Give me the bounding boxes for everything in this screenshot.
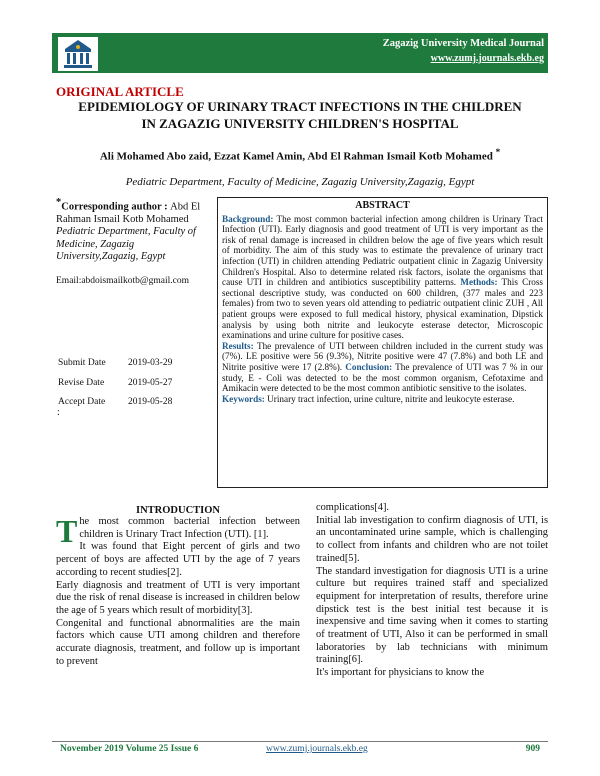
affiliation: Pediatric Department, Faculty of Medicine, Zagazig University,Zagazig, Egypt <box>125 176 475 188</box>
corr-label: Corresponding author : <box>61 201 168 213</box>
authors-mark: * <box>495 147 501 157</box>
drop-cap: T <box>56 513 78 549</box>
intro-c2p3: The standard investigation for diagnosis UTI is a urine culture but requires trained staff and specialized equipment for interpretation of results, therefore urine dipstick test is the best initial test because it is inexpensive and time saving when it comes to starting of treatment of UTI, Also it can be performed in small laboratories by lab technicians with minimum training[6]. <box>316 565 548 666</box>
intro-p3: Early diagnosis and treatment of UTI is very important due the risk of renal disease is increased in children below the age of 5 years which result of morbidity[3]. <box>56 579 300 616</box>
background-label: Background: <box>222 213 274 224</box>
footer-url-link[interactable]: www.zumj.journals.ekb.eg <box>266 744 368 754</box>
title-line-1: EPIDEMIOLOGY OF URINARY TRACT INFECTIONS IN THE CHILDREN <box>78 99 522 114</box>
results-text: The prevalence of UTI between children included in the current study was (7%). LE positive were 56 (9.3%), Nitrite positive were 47 (7.8%) and both LE and Nitrite positive were 17 (2.8%). <box>222 340 543 372</box>
date-row <box>58 393 172 413</box>
intro-p1: he most common bacterial infection between children is Urinary Tract Infection (UTI). [1]. <box>79 516 300 540</box>
authors-text: Ali Mohamed Abo zaid, Ezzat Kamel Amin, Abd El Rahman Ismail Kotb Mohamed <box>99 150 493 163</box>
intro-c2p1: complications[4]. <box>316 502 390 513</box>
background-text: The most common bacterial infection among children is Urinary Tract Infection (UTI). Early diagnosis and good treatment of UTI is very important as the risk of renal damage is increased in children below the age of five years which result of morbidity. The aim of this study was to estimate the prevalence of urinary tract infection (UTI) in children attending Pediatric outpatient clinic in Zagazig University Children's Hospital. Also to determine related risk factors, isolate the organisms that cause UTI in children and antibiotics susceptibility patterns. <box>222 213 543 288</box>
university-logo-icon <box>58 37 98 71</box>
intro-column-2 <box>316 502 548 680</box>
footer-divider <box>52 741 548 742</box>
intro-column-1 <box>56 513 300 668</box>
methods-label: Methods: <box>460 277 498 288</box>
date-label: Submit Date <box>58 358 106 368</box>
dates-block <box>58 354 172 413</box>
abstract-body <box>222 214 543 405</box>
keywords-label: Keywords: <box>222 393 265 404</box>
abstract-box <box>217 197 548 488</box>
results-label: Results: <box>222 340 254 351</box>
intro-c2p2: Initial lab investigation to confirm diagnosis of UTI, is an uncontaminated urine sample, which is challenging to collect from infants and children who are not toilet trained[5]. <box>316 514 548 564</box>
corr-mark: * <box>56 197 62 208</box>
corr-email[interactable]: Email:abdoismailkotb@gmail.com <box>56 276 190 287</box>
date-label: Accept Date <box>58 397 106 407</box>
date-value: 2019-05-27 <box>128 377 173 388</box>
intro-paragraph <box>56 513 300 549</box>
correspondence-block <box>56 197 211 288</box>
intro-p2: It was found that Eight percent of girls and two percent of boys are affected UTI by the age of 7 years according to recent studies[2]. <box>56 541 300 578</box>
abstract-heading: ABSTRACT <box>355 200 410 211</box>
date-label: Revise Date <box>58 377 105 388</box>
title-line-2: IN ZAGAZIG UNIVERSITY CHILDREN'S HOSPITAL <box>141 116 459 131</box>
intro-p4: Congenital and functional abnormalities are the main factors which cause UTI among children and therefore accurate diagnosis, treatment, and follow up is important to prevent <box>56 617 300 667</box>
conclusion-text: The prevalence of UTI was 7 % in our study, E - Coli was detected to be the most common organism, Cefotaxime and Amikacin were detected to be the most common antibiotic sensitive to the isolates. <box>222 361 543 394</box>
journal-url-link[interactable]: www.zumj.journals.ekb.eg <box>430 53 544 64</box>
journal-title: Zagazig University Medical Journal <box>382 38 544 49</box>
footer-issue: November 2019 Volume 25 Issue 6 <box>60 744 199 754</box>
keywords-text: Urinary tract infection, urine culture, nitrite and leukocyte esterase. <box>264 393 515 404</box>
stray-colon: : <box>57 407 60 418</box>
date-value: 2019-05-28 <box>128 397 173 407</box>
author-list <box>40 147 560 163</box>
intro-c2p4: It's important for physicians to know the <box>316 667 485 679</box>
introduction-heading: INTRODUCTION <box>135 505 220 516</box>
article-title <box>40 98 560 132</box>
article-type-label: ORIGINAL ARTICLE <box>56 84 184 99</box>
page-number: 909 <box>525 744 540 754</box>
date-value: 2019-03-29 <box>128 358 173 368</box>
methods-text: This Cross sectional descriptive study, was conducted on 600 children, (377 males and 223 females) from two to seven years old attending to pediatric outpatient clinic ZUH , All patient groups were exposed to full medical history, physical examination, Dipstick analysis by using both nitrite and leukocyte esterase detector, Microscopic examinations and urine culture for positive cases. <box>222 277 543 341</box>
date-row <box>58 354 172 374</box>
date-row <box>58 374 172 394</box>
conclusion-label: Conclusion: <box>345 361 393 372</box>
corr-name: Abd El Rahman Ismail Kotb Mohamed <box>56 201 201 225</box>
corr-affiliation: Pediatric Department, Faculty of Medicine, Zagazig University,Zagazig, Egypt <box>56 226 196 262</box>
